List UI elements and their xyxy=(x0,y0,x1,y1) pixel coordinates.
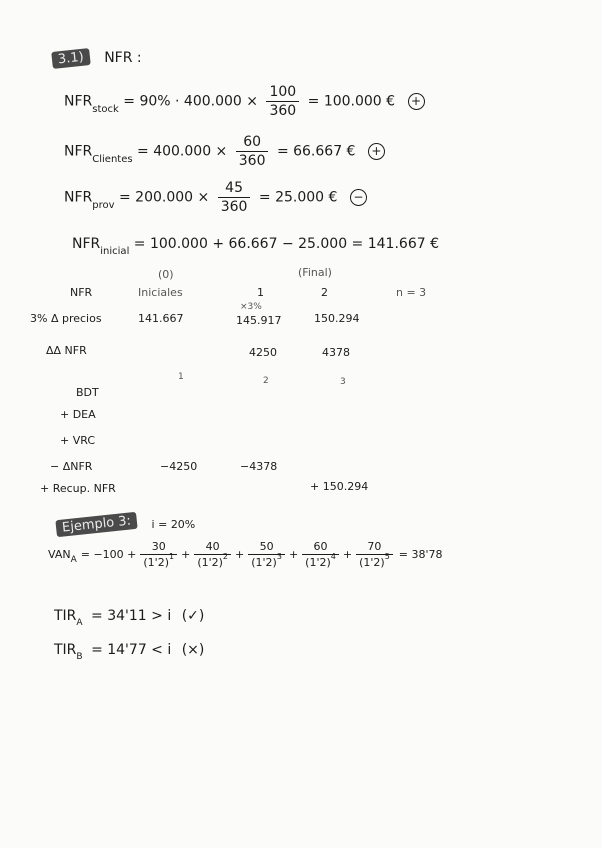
tir-a-sub: A xyxy=(76,618,83,628)
row1-v0: 141.667 xyxy=(138,312,184,325)
row1-v1: 145.917 xyxy=(236,314,282,327)
col2-top: (Final) xyxy=(298,266,332,279)
row1-note: ×3% xyxy=(240,302,262,312)
fraction: $\frac{45}{360}$ xyxy=(218,180,251,215)
tir-b-text: = 14'77 < i xyxy=(91,642,172,658)
example-tag: Ejemplo 3: xyxy=(55,512,137,537)
n-periods: n = 3 xyxy=(396,286,427,299)
row1-v2: 150.294 xyxy=(314,312,360,325)
van-term: $\frac{50}{(1'2)^3}$ xyxy=(248,540,285,569)
van-sub: A xyxy=(70,554,77,565)
van-term: $\frac{30}{(1'2)^1}$ xyxy=(140,540,177,569)
period-2: 2 xyxy=(263,376,269,386)
anfr-v1: −4250 xyxy=(160,460,198,473)
plus-circle-icon: + xyxy=(368,143,385,160)
col0-top: (0) xyxy=(158,268,174,281)
dea-label: + DEA xyxy=(60,408,96,421)
nfr-stock-line xyxy=(64,84,425,119)
nfr-sub: stock xyxy=(92,103,119,115)
tir-b-line xyxy=(54,642,205,662)
section-title: NFR : xyxy=(104,50,142,66)
van-term: $\frac{40}{(1'2)^2}$ xyxy=(194,540,231,569)
tir-a-text: = 34'11 > i xyxy=(91,608,172,624)
tir-b-sub: B xyxy=(76,652,83,662)
nfr-clientes-result: = 66.667 € xyxy=(276,143,356,160)
tir-b-label: TIR xyxy=(54,642,77,658)
row2-v1: 4250 xyxy=(249,346,277,359)
nfr-prov-expr: = 200.000 × xyxy=(119,189,210,206)
nfr-label: NFR xyxy=(72,236,101,252)
section-heading xyxy=(52,50,142,67)
nfr-sub: prov xyxy=(92,199,115,211)
plus-sign: + xyxy=(288,548,299,561)
col-iniciales: Iniciales xyxy=(138,286,183,299)
anfr-label: − ΔNFR xyxy=(50,460,93,473)
cross-mark-icon: (×) xyxy=(181,642,205,658)
row2-label: ΔΔ NFR xyxy=(46,344,87,357)
interest-rate: i = 20% xyxy=(151,518,196,531)
row1-label: 3% Δ precios xyxy=(30,312,102,325)
van-lead: = −100 + xyxy=(80,548,137,561)
nfr-prov-line xyxy=(64,180,367,215)
nfr-clientes-line xyxy=(64,134,385,169)
nfr-label: NFR xyxy=(64,93,93,110)
period-1: 1 xyxy=(178,372,184,382)
period-3: 3 xyxy=(340,377,346,387)
plus-sign: + xyxy=(181,548,191,561)
nfr-label: NFR xyxy=(64,189,93,206)
nfr-label: NFR xyxy=(64,143,93,160)
col-2: 2 xyxy=(321,286,328,299)
nfr-stock-result: = 100.000 € xyxy=(307,93,396,110)
plus-sign: + xyxy=(235,548,245,561)
plus-sign: + xyxy=(342,548,353,561)
check-mark-icon: (✓) xyxy=(181,608,205,624)
minus-circle-icon: − xyxy=(350,189,367,206)
van-equation xyxy=(48,540,443,569)
tir-a-line xyxy=(54,608,205,628)
plus-circle-icon: + xyxy=(408,93,425,110)
section-tag: 3.1) xyxy=(51,48,90,69)
nfr-prov-result: = 25.000 € xyxy=(258,189,338,206)
recup-label: + Recup. NFR xyxy=(40,482,116,495)
col-1: 1 xyxy=(257,286,264,299)
van-result: = 38'78 xyxy=(398,548,443,561)
anfr-v2: −4378 xyxy=(240,460,278,473)
tir-a-label: TIR xyxy=(54,608,77,624)
vrc-label: + VRC xyxy=(60,434,96,447)
van-term: $\frac{70}{(1'2)^5}$ xyxy=(356,540,393,569)
table-row-header: NFR xyxy=(70,286,93,299)
row2-v2: 4378 xyxy=(322,346,350,359)
recup-v3: + 150.294 xyxy=(310,480,369,493)
bdt-label: BDT xyxy=(76,386,99,399)
nfr-clientes-expr: = 400.000 × xyxy=(137,143,228,160)
fraction: $\frac{60}{360}$ xyxy=(236,134,269,169)
nfr-sub: inicial xyxy=(100,246,130,257)
van-term: $\frac{60}{(1'2)^4}$ xyxy=(302,540,339,569)
example-heading xyxy=(56,513,196,536)
nfr-sub: Clientes xyxy=(92,153,133,165)
van-label: VAN xyxy=(48,548,71,561)
fraction: $\frac{100}{360}$ xyxy=(266,84,299,119)
nfr-inicial-line xyxy=(72,236,439,257)
nfr-stock-expr: = 90% · 400.000 × xyxy=(123,93,258,110)
nfr-inicial-expr: = 100.000 + 66.667 − 25.000 = 141.667 € xyxy=(133,236,439,252)
